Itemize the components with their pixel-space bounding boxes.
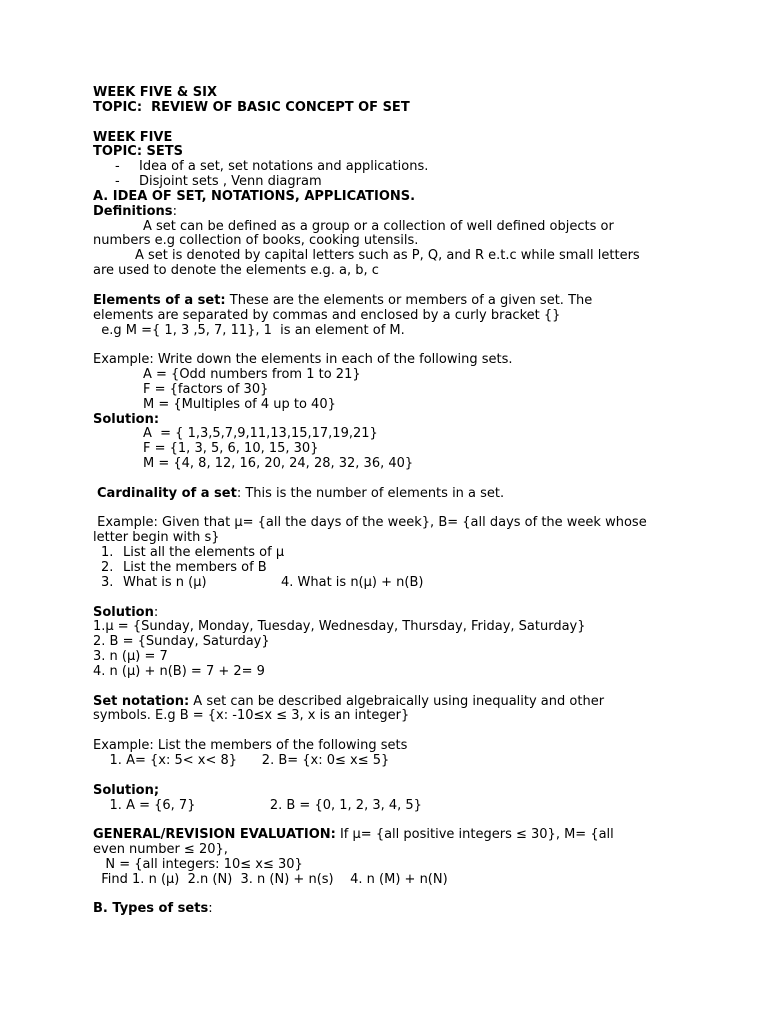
solution-item: 4. n (μ) + n(B) = 7 + 2= 9 — [93, 663, 265, 679]
question-item: 1. List all the elements of μ — [101, 545, 285, 561]
elements-text: e.g M ={ 1, 3 ,5, 7, 11}, 1 is an element of M. — [93, 322, 405, 338]
week-five-topic: TOPIC: SETS — [93, 144, 184, 160]
evaluation-label: GENERAL/REVISION EVALUATION: — [93, 827, 336, 843]
cardinality-example: Example: Given that μ= {all the days of the week}, B= {all days of the week whose — [93, 515, 647, 531]
solution-item: 1.μ = {Sunday, Monday, Tuesday, Wednesday, Thursday, Friday, Saturday} — [93, 619, 586, 635]
section-a-heading: A. IDEA OF SET, NOTATIONS, APPLICATIONS. — [93, 188, 416, 204]
solution-label: Solution: — [93, 411, 160, 427]
set-notation-text: symbols. E.g B = {x: -10≤x ≤ 3, x is an integer} — [93, 708, 410, 724]
definition-text: are used to denote the elements e.g. a, b, c — [93, 263, 379, 279]
dash-bullet: - — [115, 159, 120, 175]
cardinality-label: Cardinality of a set — [97, 485, 237, 501]
set-notation-paragraph: Set notation: A set can be described algebraically using inequality and other — [93, 693, 605, 709]
bullet-item — [93, 160, 693, 175]
dash-bullet: - — [115, 174, 120, 190]
elements-text: elements are separated by commas and enclosed by a curly bracket {} — [93, 307, 561, 323]
elements-paragraph: Elements of a set: These are the elements or members of a given set. The — [93, 292, 593, 308]
set-notation-label: Set notation: — [93, 693, 190, 709]
document-page — [93, 86, 693, 917]
solution-item: F = {1, 3, 5, 6, 10, 15, 30} — [143, 441, 319, 457]
solution-item: 2. B = {Sunday, Saturday} — [93, 634, 270, 650]
section-b-heading: B. Types of sets: — [93, 901, 213, 917]
question-item: 2. List the members of B — [101, 560, 267, 575]
evaluation-text: Find 1. n (μ) 2.n (N) 3. n (N) + n(s) 4. n (M) + n(N) — [93, 871, 448, 887]
definition-text: A set is denoted by capital letters such as P, Q, and R e.t.c while small letters — [135, 248, 640, 264]
question-item: 3. What is n (μ) 4. What is n(μ) + n(B) — [101, 574, 424, 590]
solution-item: A = { 1,3,5,7,9,11,13,15,17,19,21} — [143, 426, 378, 442]
set-item: F = {factors of 30} — [143, 381, 269, 397]
definitions-label: Definitions — [93, 203, 173, 219]
evaluation-text: even number ≤ 20}, — [93, 842, 228, 858]
elements-label: Elements of a set: — [93, 292, 226, 308]
definition-text: numbers e.g collection of books, cooking utensils. — [93, 233, 419, 249]
set-item: M = {Multiples of 4 up to 40} — [143, 396, 336, 412]
solution-label: Solution; — [93, 782, 160, 798]
bullet-text: Disjoint sets , Venn diagram — [139, 174, 322, 190]
bullet-text: Idea of a set, set notations and applications. — [139, 159, 429, 175]
bullet-item — [93, 175, 693, 190]
cardinality-paragraph: Cardinality of a set: This is the number of elements in a set. — [97, 485, 505, 501]
set-notation-items: 1. A= {x: 5< x< 8} 2. B= {x: 0≤ x≤ 5} — [93, 752, 390, 768]
week-title: WEEK FIVE & SIX — [93, 85, 217, 100]
elements-example: Example: Write down the elements in each of the following sets. — [93, 352, 513, 368]
set-notation-example: Example: List the members of the following sets — [93, 738, 408, 754]
definition-text: A set can be defined as a group or a collection of well defined objects or — [143, 218, 614, 234]
evaluation-text: N = {all integers: 10≤ x≤ 30} — [93, 856, 303, 872]
week-five-heading: WEEK FIVE — [93, 129, 173, 145]
definitions-line: Definitions: — [93, 203, 177, 219]
solution-item: 3. n (μ) = 7 — [93, 649, 168, 665]
solution-item: M = {4, 8, 12, 16, 20, 24, 28, 32, 36, 40} — [143, 456, 414, 472]
set-item: A = {Odd numbers from 1 to 21} — [143, 367, 361, 383]
evaluation-paragraph: GENERAL/REVISION EVALUATION: If μ= {all positive integers ≤ 30}, M= {all — [93, 827, 614, 843]
solution-label: Solution: — [93, 604, 159, 620]
cardinality-example: letter begin with s} — [93, 530, 220, 546]
main-topic: TOPIC: REVIEW OF BASIC CONCEPT OF SET — [93, 99, 410, 115]
solution-item: 1. A = {6, 7} 2. B = {0, 1, 2, 3, 4, 5} — [93, 797, 422, 813]
